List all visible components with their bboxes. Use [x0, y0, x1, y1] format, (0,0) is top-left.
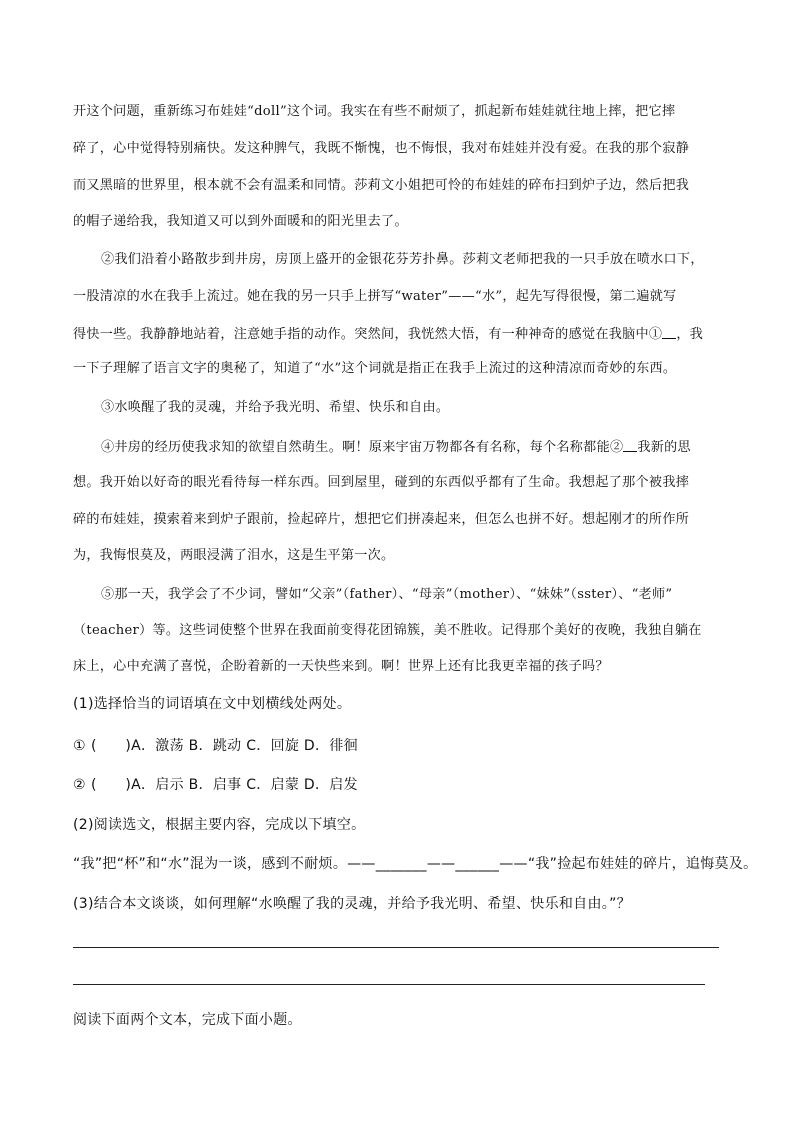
- passage-line: 的帽子递给我，我知道又可以到外面暖和的阳光里去了。: [73, 214, 408, 229]
- question-1-option-1: [73, 736, 731, 756]
- answer-line: [73, 984, 705, 985]
- passage-line: 碎了，心中觉得特别痛快。发这种脾气，我既不惭愧，也不悔恨，我对布娃娃并没有爱。在我的那个寂静: [73, 141, 690, 156]
- question-2-fill: “我”把“杯”和“水”混为一谈，感到不耐烦。——_______——______——“我”捡起布娃娃的碎片，追悔莫及。: [73, 856, 758, 872]
- passage-line: [73, 323, 731, 345]
- passage-text: ④井房的经历使我求知的欲望自然萌生。啊！原来宇宙万物都各有名称，每个名称都能②: [101, 440, 624, 455]
- question-3-prompt: (3)结合本文谈谈，如何理解“水唤醒了我的灵魂，并给予我光明、希望、快乐和自由。”？: [73, 896, 631, 912]
- passage-text: 得快一些。我静静地站着，注意她手指的动作。突然间，我恍然大悟，有一种神奇的感觉在我脑中①: [73, 327, 663, 342]
- question-1-option-2: [73, 775, 731, 795]
- passage-line: 为，我悔恨莫及，两眼浸满了泪水，这是生平第一次。: [73, 548, 395, 563]
- passage-line: （teacher）等。这些词使整个世界在我面前变得花团锦簇，美不胜收。记得那个美好的夜晚，我独自躺在: [73, 623, 702, 638]
- question-2-prompt: (2)阅读选文，根据主要内容，完成以下填空。: [73, 817, 366, 833]
- option-number: ②: [73, 777, 86, 793]
- next-instruction: 阅读下面两个文本，完成下面小题。: [73, 1012, 302, 1028]
- passage-line: ③水唤醒了我的灵魂，并给予我光明、希望、快乐和自由。: [101, 400, 450, 415]
- passage-line: 床上，心中充满了喜悦，企盼着新的一天快些来到。啊！世界上还有比我更幸福的孩子吗？: [73, 659, 609, 674]
- blank-line: [662, 324, 676, 339]
- passage-line: 一股清凉的水在我手上流过。她在我的另一只手上拼写“water”——“水”，起先写得很慢，第二遍就写: [73, 289, 677, 304]
- option-number: ①: [73, 738, 86, 754]
- option-text: ( )A．启示 B．启事 C．启蒙 D．启发: [91, 777, 358, 793]
- passage-line: 而又黑暗的世界里，根本就不会有温柔和同情。莎莉文小姐把可怜的布娃娃的碎布扫到炉子边，然后把我: [73, 178, 690, 193]
- passage-line: 一下子理解了语言文字的奥秘了，知道了“水”这个词就是指正在我手上流过的这种清凉而奇妙的东西。: [73, 361, 677, 376]
- passage-line: 想。我开始以好奇的眼光看待每一样东西。回到屋里，碰到的东西似乎都有了生命。我想起了那个被我摔: [73, 475, 690, 490]
- passage-line: ②我们沿着小路散步到井房，房顶上盛开的金银花芬芳扑鼻。莎莉文老师把我的一只手放在喷水口下，: [101, 252, 704, 267]
- blank-line: [623, 437, 637, 452]
- question-1-prompt: (1)选择恰当的词语填在文中划横线处两处。: [73, 696, 352, 712]
- passage-line: [101, 436, 759, 458]
- passage-text: 我新的思: [637, 440, 691, 455]
- passage-text: ，我: [676, 327, 704, 342]
- answer-line: [73, 947, 719, 948]
- passage-line: ⑤那一天，我学会了不少词，譬如“父亲”（father）、“母亲”（mother）、“妹妹”（sster）、“老师”: [101, 587, 673, 602]
- passage-line: 碎的布娃娃，摸索着来到炉子跟前，捡起碎片，想把它们拼凑起来，但怎么也拼不好。想起刚才的所作所: [73, 512, 690, 527]
- passage-line: 开这个问题，重新练习布娃娃“doll”这个词。我实在有些不耐烦了，抓起新布娃娃就往地上摔，把它摔: [73, 104, 676, 119]
- option-text: ( )A．激荡 B．跳动 C．回旋 D．徘徊: [91, 738, 358, 754]
